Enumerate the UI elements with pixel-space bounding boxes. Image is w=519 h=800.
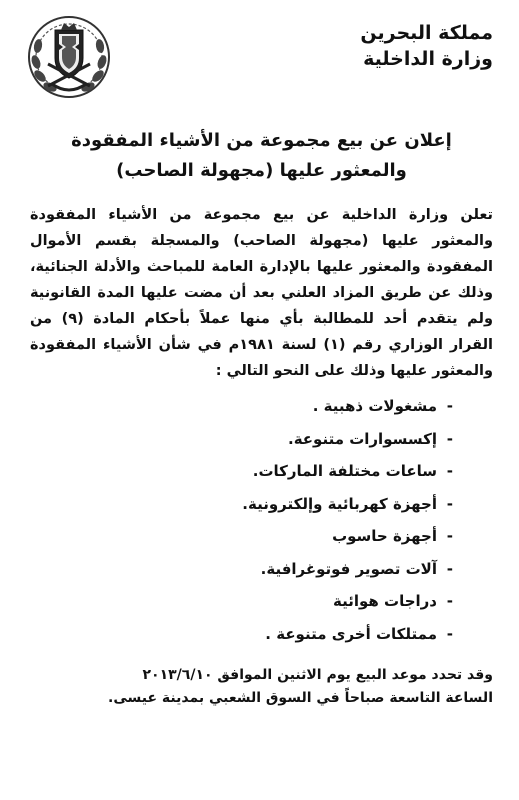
list-item-label: آلات تصوير فوتوغرافية. xyxy=(260,559,437,578)
announcement-footer xyxy=(30,664,493,710)
list-item-marker: - xyxy=(446,429,453,448)
list-item-marker: - xyxy=(446,559,453,578)
items-list xyxy=(30,390,493,650)
list-item-marker: - xyxy=(446,624,453,643)
list-item xyxy=(30,455,453,488)
list-item xyxy=(30,520,453,553)
kingdom-name: مملكة البحرين xyxy=(360,22,493,44)
title-line-2: والمعثور عليها (مجهولة الصاحب) xyxy=(116,160,407,181)
list-item-label: ممتلكات أخرى متنوعة . xyxy=(265,624,437,643)
list-item xyxy=(30,390,453,423)
list-item-marker: - xyxy=(446,494,453,513)
ministry-name: وزارة الداخلية xyxy=(363,48,493,70)
title-line-1: إعلان عن بيع مجموعة من الأشياء المفقودة xyxy=(71,130,452,151)
list-item-label: أجهزة كهربائية وإلكترونية. xyxy=(242,494,437,513)
list-item-marker: - xyxy=(446,397,453,415)
list-item-marker: - xyxy=(446,462,453,480)
list-item-label: إكسسوارات متنوعة. xyxy=(288,429,437,448)
list-item xyxy=(30,553,453,586)
list-item-label: مشغولات ذهبية . xyxy=(312,397,437,415)
list-item-marker: - xyxy=(446,592,453,610)
announcement-title xyxy=(30,126,493,186)
header xyxy=(30,14,493,106)
announcement-body: تعلن وزارة الداخلية عن بيع مجموعة من الأشياء المفقودة والمعثور عليها (مجهولة الصاحب) والمسجلة بقسم الأموال المفقودة والمعثور عليها بالإدارة العامة للمباحث والأدلة الجنائية، وذلك عن طريق المزاد العلني بعد أن مضت عليها المدة القانونية ولم يتقدم أحد للمطالبة بأي منها عملاً بأحكام المادة (٩) من القرار الوزاري رقم (١) لسنة ١٩٨١م في شأن الأشياء المفقودة والمعثور عليها وذلك على النحو التالي : xyxy=(30,207,494,379)
list-item xyxy=(30,585,453,618)
bahrain-police-emblem-icon xyxy=(26,14,112,100)
list-item-label: ساعات مختلفة الماركات. xyxy=(252,462,437,480)
footer-line-1: وقد تحدد موعد البيع يوم الاثنين الموافق ٢٠١٣/٦/١٠ xyxy=(142,667,493,683)
list-item xyxy=(30,618,453,651)
list-item xyxy=(30,423,453,456)
footer-line-2: الساعة التاسعة صباحاً في السوق الشعبي بمدينة عيسى. xyxy=(108,690,493,706)
list-item-label: دراجات هوائية xyxy=(332,592,437,610)
header-text xyxy=(360,20,493,72)
list-item xyxy=(30,488,453,521)
list-item-label: أجهزة حاسوب xyxy=(332,527,437,545)
list-item-marker: - xyxy=(446,527,453,545)
